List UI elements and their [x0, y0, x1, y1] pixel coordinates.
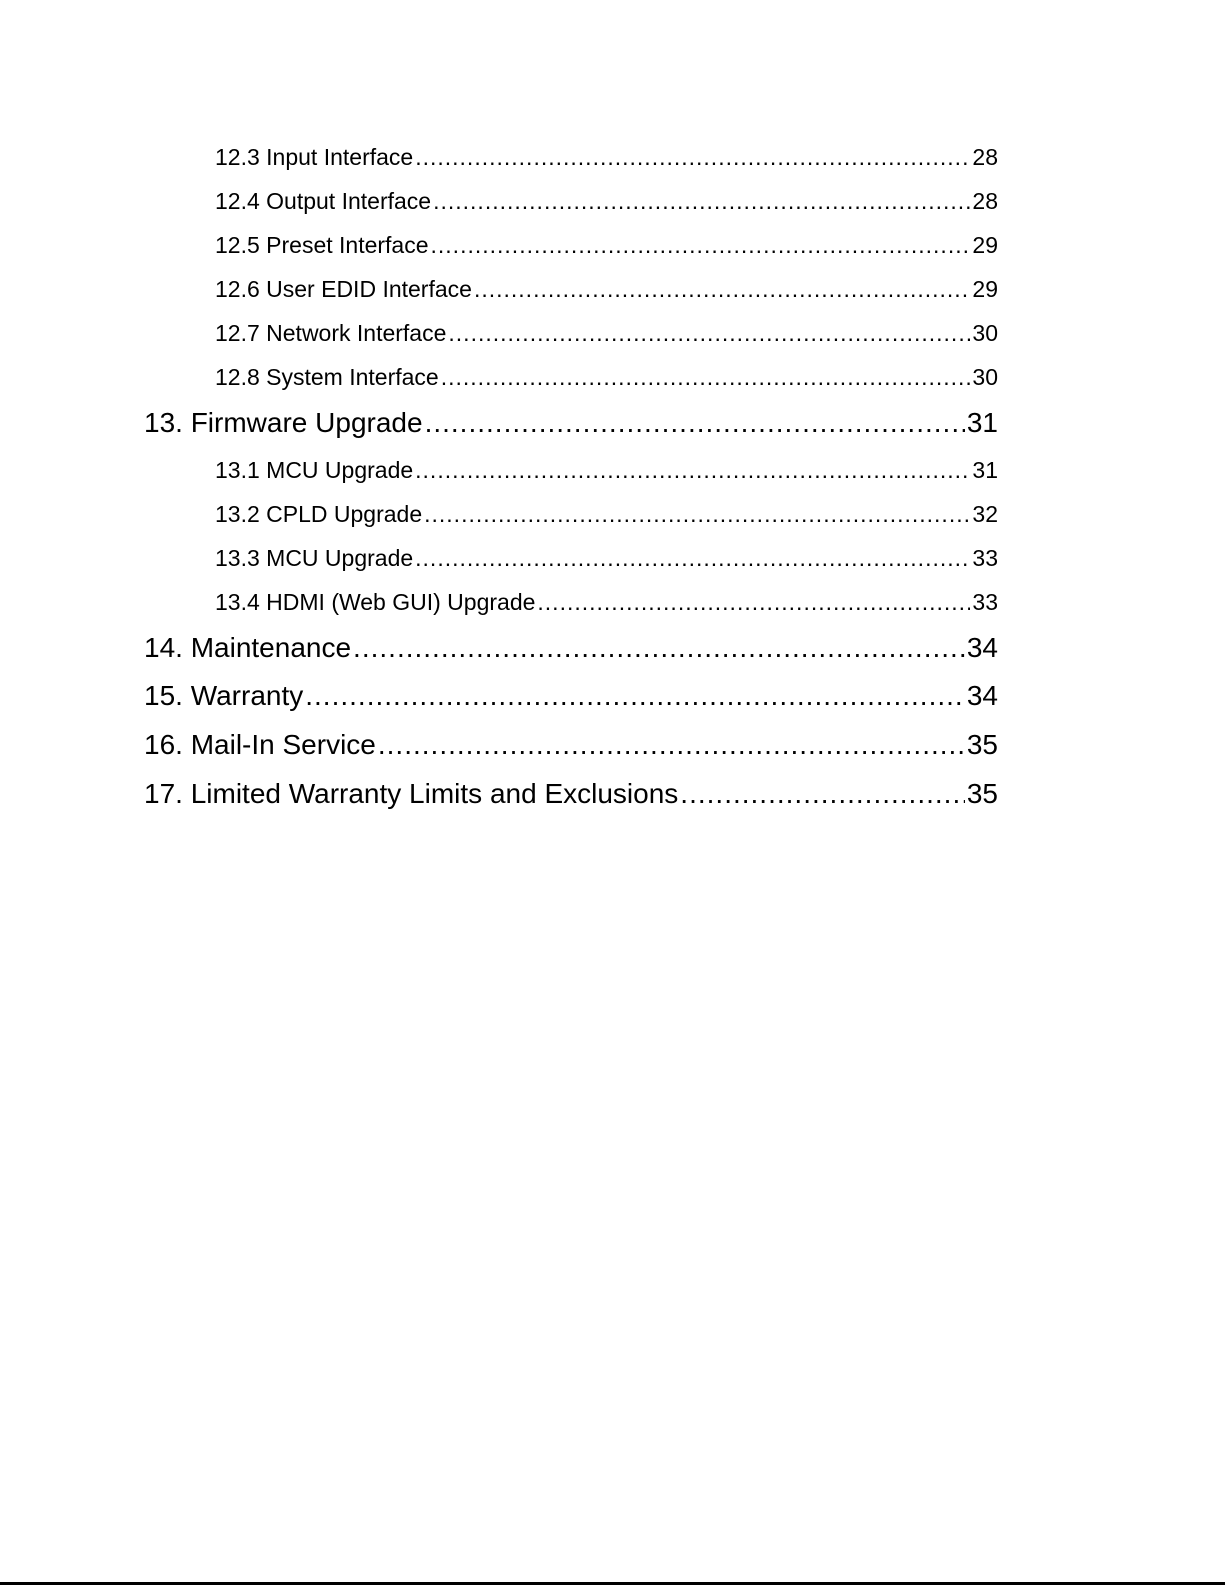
toc-dot-leader	[424, 498, 970, 530]
toc-dot-leader	[474, 273, 970, 305]
toc-entry-13-4[interactable]	[215, 586, 998, 618]
toc-entry-13-2[interactable]	[215, 498, 998, 530]
toc-entry-15[interactable]	[144, 677, 998, 715]
toc-entry-page: 28	[972, 144, 998, 170]
toc-entry-page: 33	[972, 545, 998, 571]
toc-entry-page: 29	[972, 276, 998, 302]
toc-entry-17[interactable]	[144, 775, 998, 813]
toc-entry-page: 28	[972, 188, 998, 214]
toc-entry-title: 12.5 Preset Interface	[215, 232, 429, 258]
toc-entry-title: 12.4 Output Interface	[215, 188, 432, 214]
toc-entry-page: 34	[966, 680, 998, 711]
toc-entry-12-4[interactable]	[215, 185, 998, 217]
toc-dot-leader	[537, 586, 970, 618]
toc-entry-page: 33	[972, 589, 998, 615]
toc-entry-title: 13.4 HDMI (Web GUI) Upgrade	[215, 589, 536, 615]
toc-entry-title: 16. Mail-In Service	[144, 729, 376, 760]
toc-dot-leader	[425, 404, 965, 442]
toc-entry-title: 17. Limited Warranty Limits and Exclusions	[144, 778, 679, 809]
toc-dot-leader	[353, 629, 965, 667]
toc-entry-title: 13. Firmware Upgrade	[144, 407, 423, 438]
toc-entry-page: 32	[972, 501, 998, 527]
toc-entry-title: 12.6 User EDID Interface	[215, 276, 472, 302]
toc-entry-13[interactable]	[144, 404, 998, 442]
toc-entry-12-6[interactable]	[215, 273, 998, 305]
toc-entry-13-1[interactable]	[215, 454, 998, 486]
toc-entry-12-7[interactable]	[215, 317, 998, 349]
toc-dot-leader	[680, 775, 965, 813]
toc-entry-14[interactable]	[144, 629, 998, 667]
toc-entry-page: 30	[972, 320, 998, 346]
toc-entry-title: 13.2 CPLD Upgrade	[215, 501, 423, 527]
toc-entry-page: 35	[966, 729, 998, 760]
toc-dot-leader	[433, 185, 970, 217]
toc-entry-title: 12.8 System Interface	[215, 364, 439, 390]
toc-entry-12-3[interactable]	[215, 141, 998, 173]
toc-entry-page: 29	[972, 232, 998, 258]
toc-entry-16[interactable]	[144, 726, 998, 764]
toc-entry-page: 35	[966, 778, 998, 809]
toc-entry-title: 14. Maintenance	[144, 632, 352, 663]
toc-entry-12-8[interactable]	[215, 361, 998, 393]
toc-entry-title: 13.3 MCU Upgrade	[215, 545, 414, 571]
toc-dot-leader	[415, 542, 970, 574]
toc-entry-page: 31	[966, 407, 998, 438]
toc-dot-leader	[378, 726, 965, 764]
toc-dot-leader	[448, 317, 970, 349]
toc-dot-leader	[415, 454, 970, 486]
toc-entry-title: 15. Warranty	[144, 680, 304, 711]
toc-dot-leader	[441, 361, 971, 393]
toc-dot-leader	[431, 229, 971, 261]
toc-dot-leader	[305, 677, 965, 715]
toc-entry-12-5[interactable]	[215, 229, 998, 261]
toc-entry-page: 31	[972, 457, 998, 483]
toc-entry-title: 13.1 MCU Upgrade	[215, 457, 414, 483]
toc-entry-page: 34	[966, 632, 998, 663]
toc-entry-title: 12.7 Network Interface	[215, 320, 447, 346]
toc-entry-13-3[interactable]	[215, 542, 998, 574]
toc-entry-page: 30	[972, 364, 998, 390]
toc-entry-title: 12.3 Input Interface	[215, 144, 414, 170]
toc-dot-leader	[415, 141, 970, 173]
